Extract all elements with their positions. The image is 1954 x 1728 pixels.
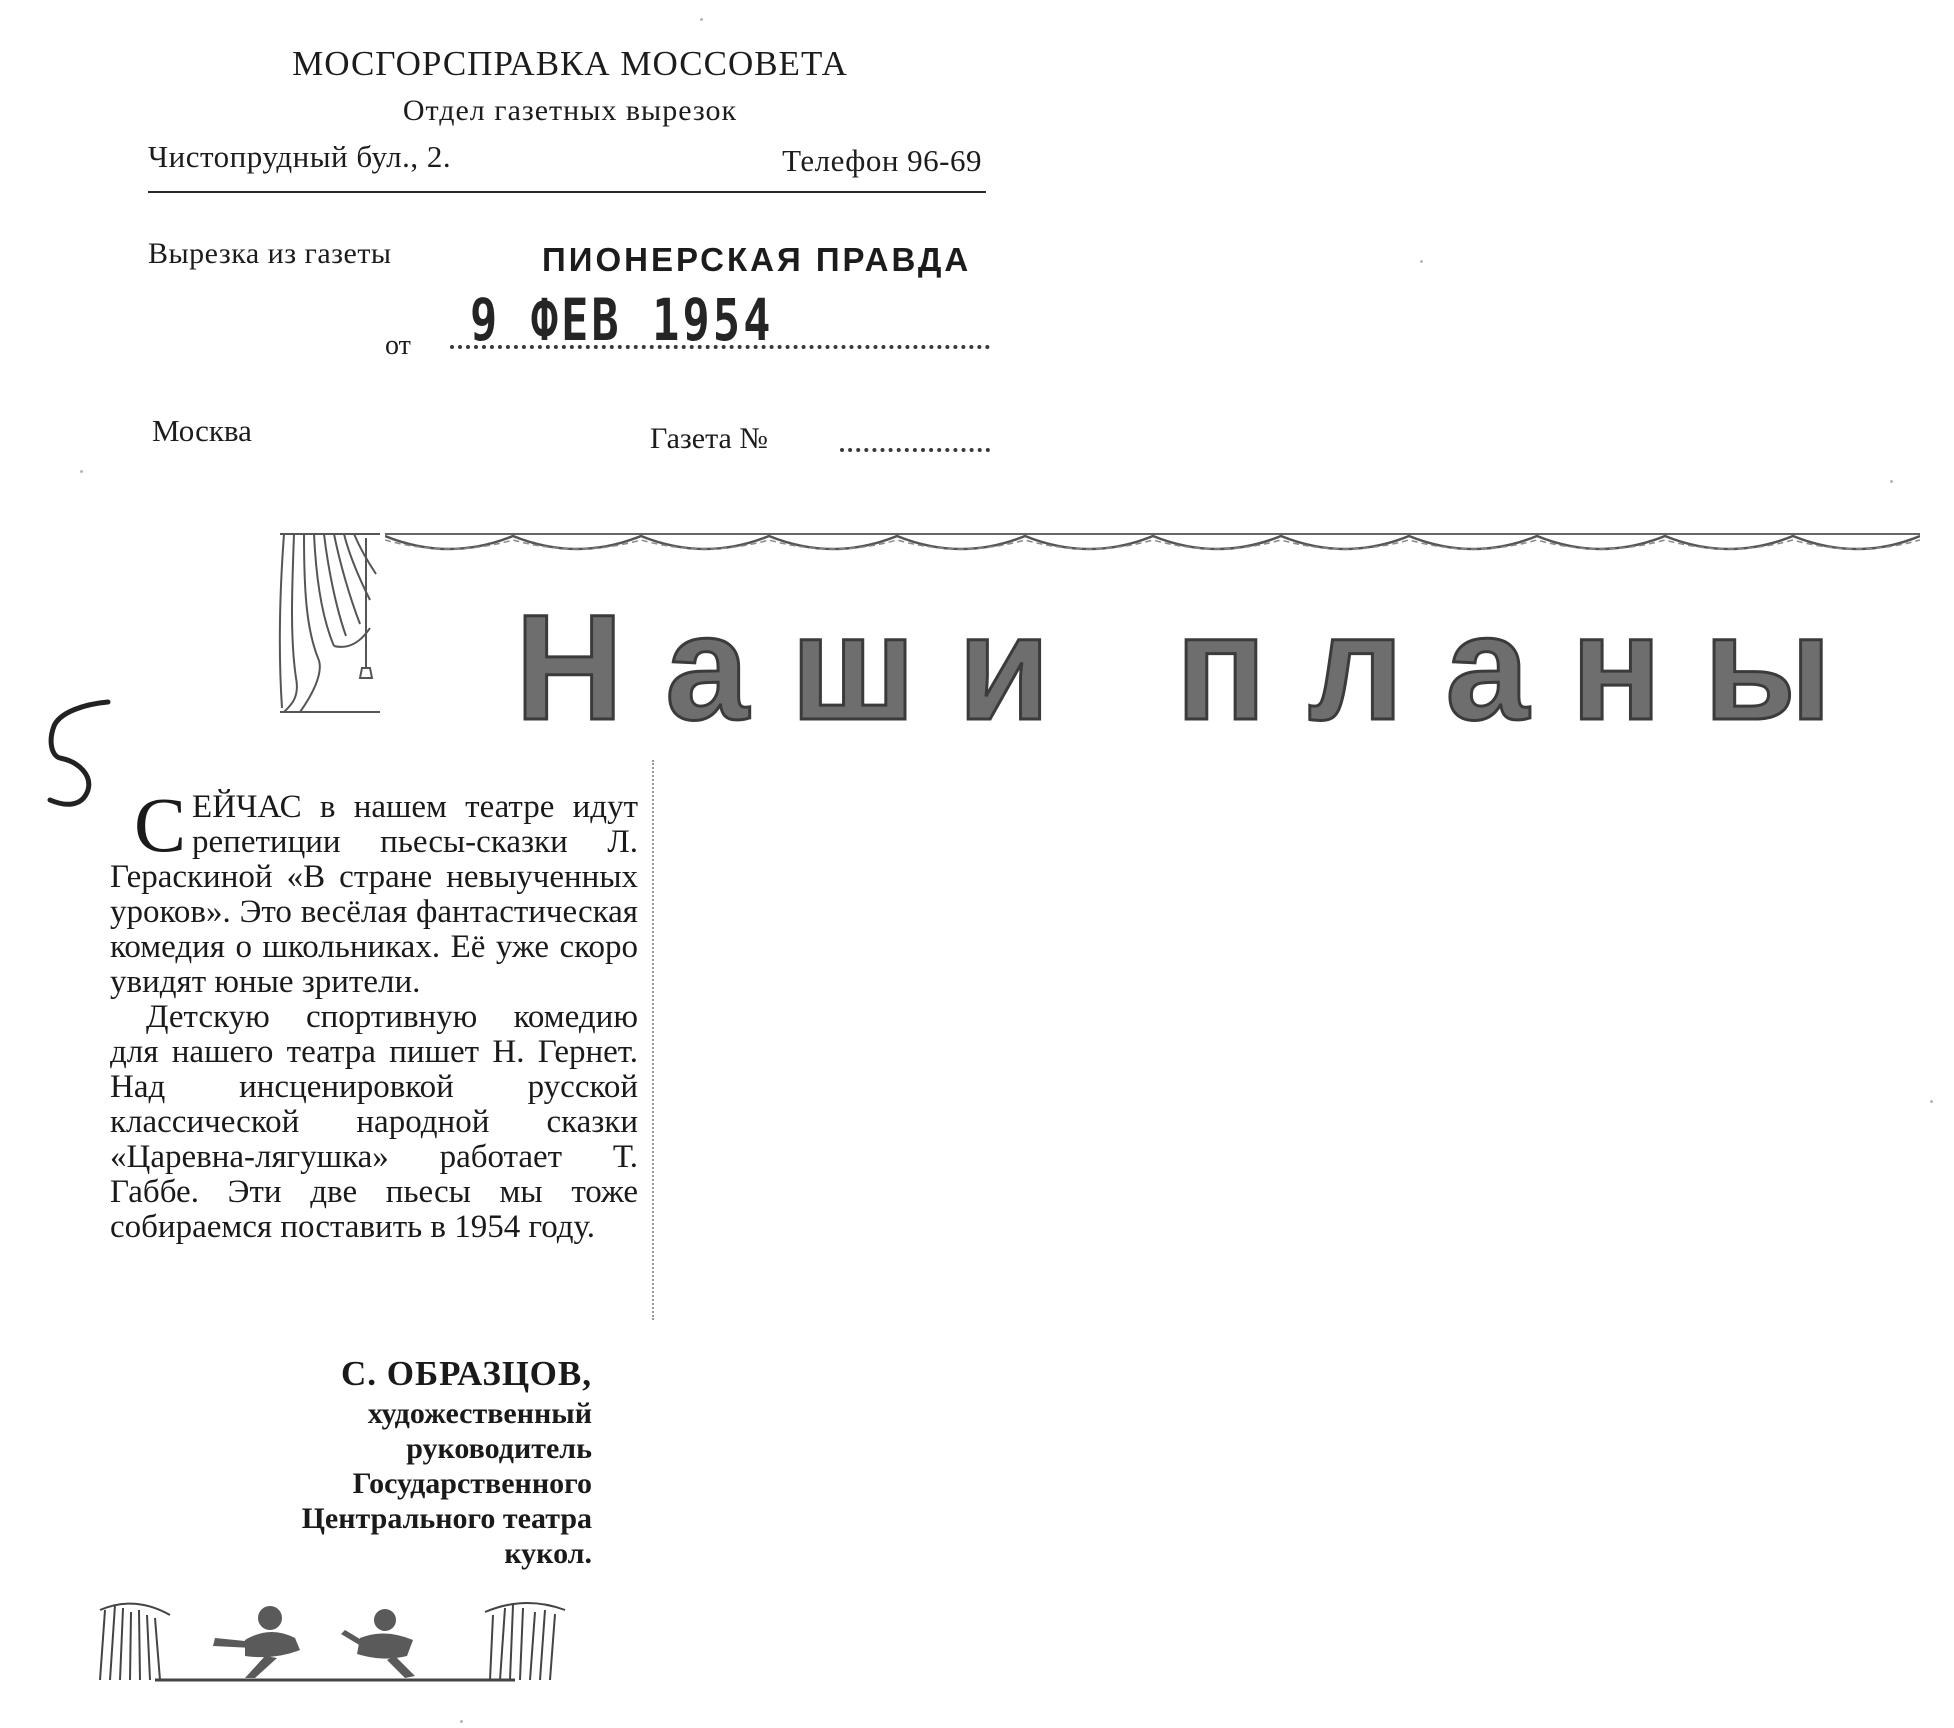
author-name: С. ОБРАЗЦОВ,	[340, 1354, 592, 1393]
drop-cap: С	[134, 781, 187, 868]
paper-speck	[1420, 260, 1423, 263]
signature-block	[180, 1352, 592, 1571]
article-body	[110, 781, 638, 1245]
header-divider	[148, 191, 986, 193]
paper-speck	[460, 1720, 463, 1723]
org-name: МОСГОРСПРАВКА МОССОВЕТА	[292, 44, 848, 83]
date-from-label: от	[385, 330, 411, 361]
paper-speck	[1890, 480, 1893, 483]
author-title-line: руководитель	[406, 1432, 592, 1465]
paper-speck	[1930, 1100, 1933, 1103]
address: Чистопрудный бул., 2.	[148, 139, 452, 174]
handwritten-page-number-five	[30, 690, 120, 810]
article-paragraph: Детскую спортивную комедию для нашего театра пишет Н. Гернет. Над инсценировкой русской классической народной сказки «Царевна-лягушка» работает Т. Габбе. Эти две пьесы мы тоже собираемся поставить в 1954 году.	[110, 999, 638, 1245]
column-cut-edge	[652, 760, 654, 1320]
author-title-line: художественный	[367, 1397, 592, 1430]
issue-dotted-line	[840, 448, 990, 452]
paper-speck	[80, 470, 83, 473]
paragraph-text: ЕЙЧАС в нашем театре идут репетиции пьесы-сказки Л. Гераскиной «В стране невыученных уроков». Это весёлая фантастическая комедия о школьниках. Её уже скоро увидят юные зрители.	[110, 789, 638, 1000]
date-stamp: 9 ФЕВ 1954	[470, 286, 774, 354]
headline: Наши планы	[515, 583, 1874, 751]
department-name: Отдел газетных вырезок	[402, 94, 738, 127]
puppet-stage-ornament	[95, 1590, 595, 1690]
author-title-line: кукол.	[504, 1537, 592, 1570]
curtain-illustration	[270, 528, 390, 718]
clipping-label: Вырезка из газеты	[148, 237, 392, 270]
city-label: Москва	[152, 413, 252, 448]
newspaper-name: ПИОНЕРСКАЯ ПРАВДА	[542, 241, 972, 278]
author-title-line: Государственного	[352, 1467, 592, 1500]
stage-valance	[385, 528, 1920, 568]
issue-number-label: Газета №	[650, 422, 768, 455]
paper-speck	[700, 18, 703, 21]
author-title-line: Центрального театра	[301, 1502, 592, 1535]
phone-number: Телефон 96-69	[782, 143, 982, 178]
article-paragraph	[110, 781, 638, 1000]
